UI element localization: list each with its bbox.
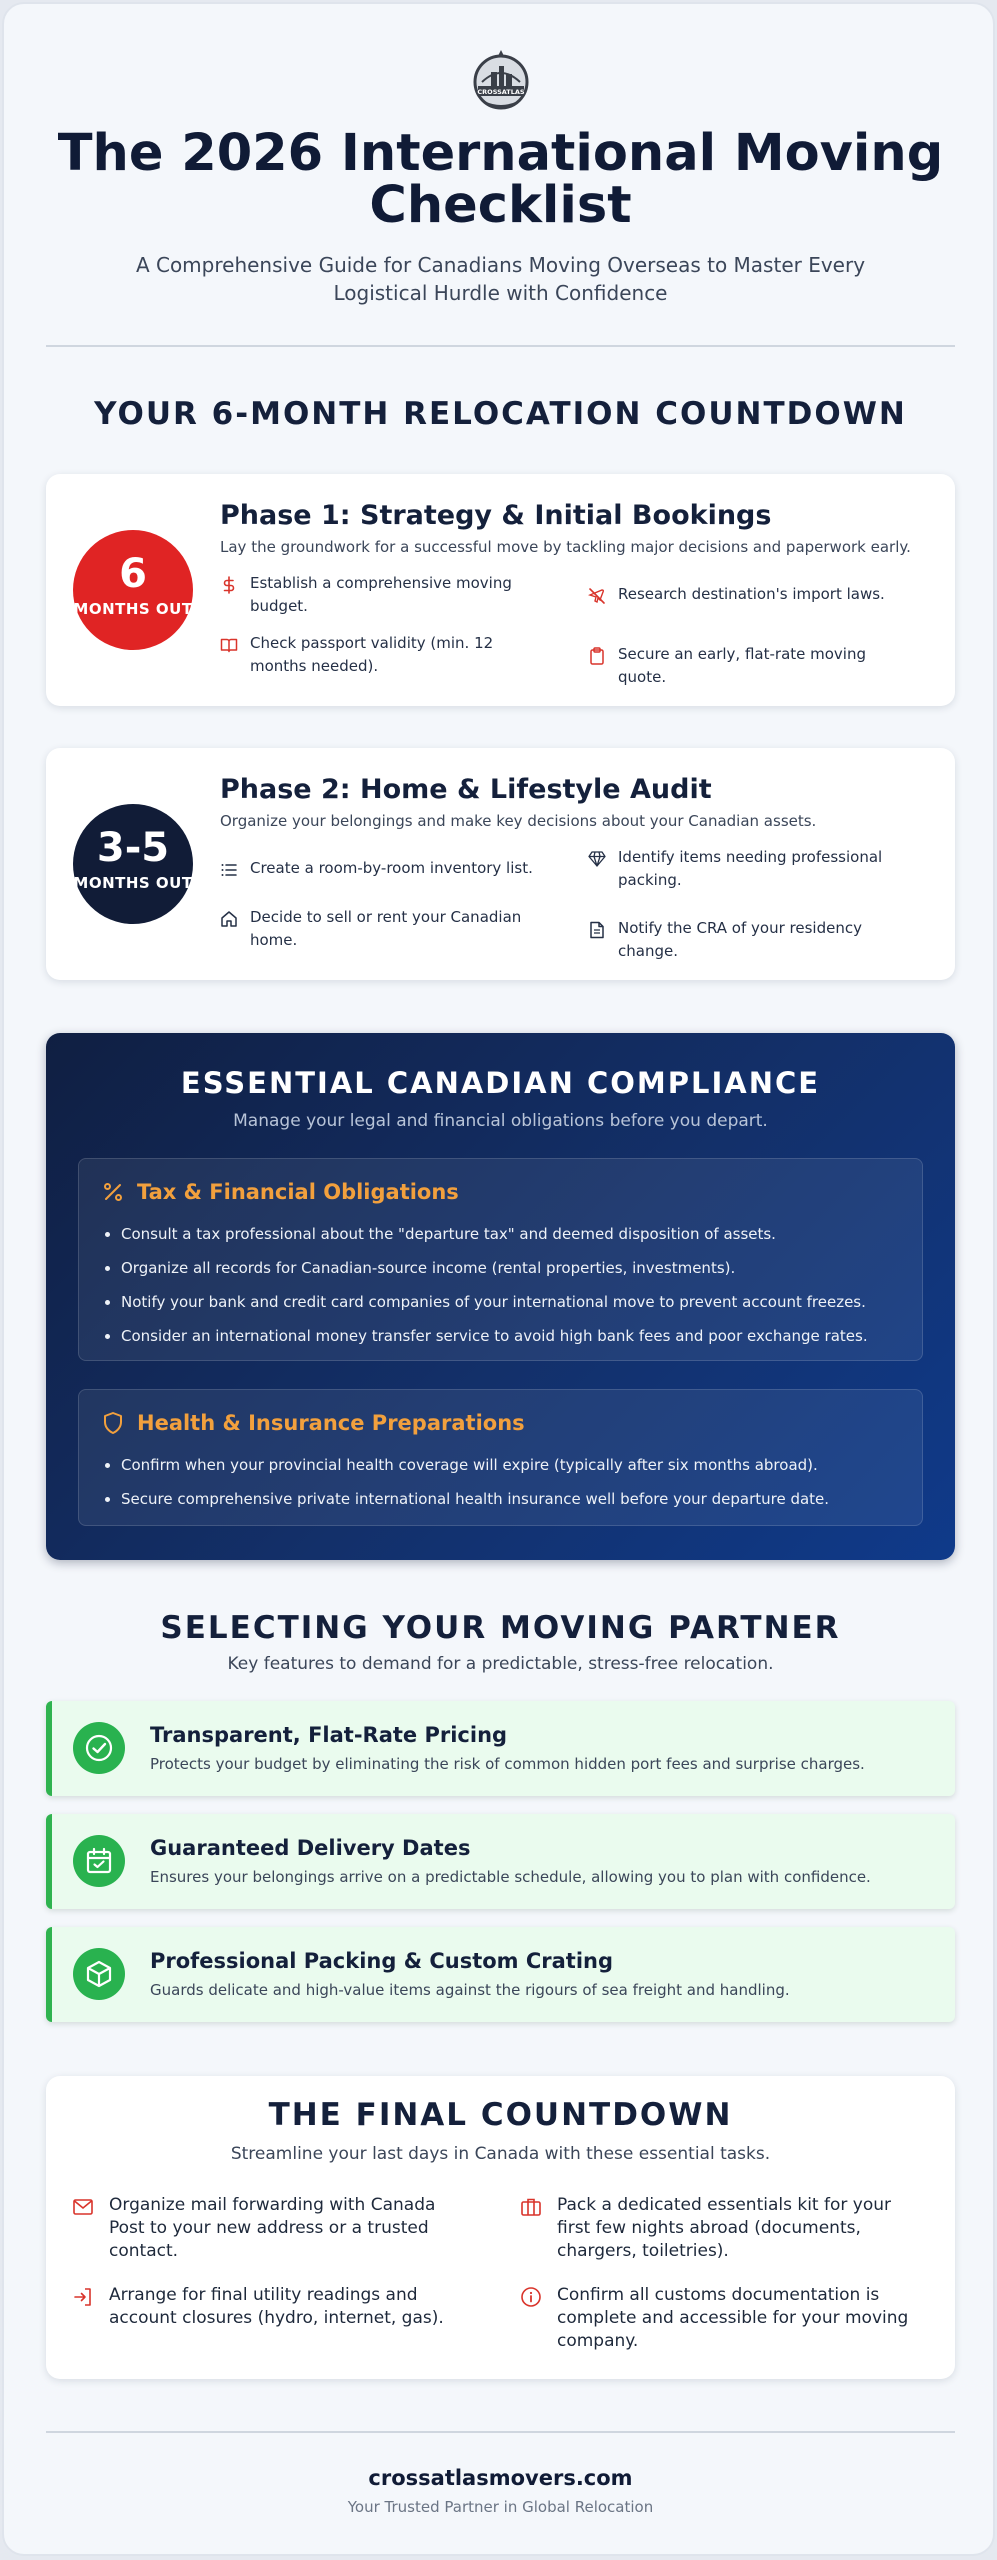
feature-title: Transparent, Flat-Rate Pricing xyxy=(150,1723,508,1747)
task-text: Decide to sell or rent your Canadian home. xyxy=(250,908,522,949)
page-title: The 2026 International Moving Checklist xyxy=(57,124,944,235)
feature-description: Guards delicate and high-value items against the rigours of sea freight and handling. xyxy=(150,1981,790,1999)
book-icon xyxy=(220,636,238,654)
badge-number: 6 xyxy=(119,551,147,597)
task-item xyxy=(220,857,550,880)
compliance-panel xyxy=(46,1033,955,1560)
home-icon xyxy=(220,910,238,928)
feature-title: Guaranteed Delivery Dates xyxy=(150,1836,471,1860)
list-item: • Consult a tax professional about the "departure tax" and deemed disposition of assets. xyxy=(121,1217,911,1251)
percent-icon xyxy=(101,1180,125,1204)
list-item: • Secure comprehensive private international health insurance well before your departure date. xyxy=(121,1482,911,1516)
task-item xyxy=(588,846,918,892)
final-subheading: Streamline your last days in Canada with these essential tasks. xyxy=(230,2144,771,2164)
health-box xyxy=(78,1389,923,1526)
logo-text: CROSSATLAS xyxy=(477,88,525,96)
feature-badge xyxy=(73,1835,125,1887)
final-task-text: Organize mail forwarding with Canada Post to your new address or a trusted contact. xyxy=(109,2195,436,2261)
shield-icon xyxy=(101,1411,125,1435)
final-heading: THE FINAL COUNTDOWN xyxy=(268,2097,733,2133)
final-task xyxy=(520,2194,910,2263)
briefcase-icon xyxy=(520,2196,542,2218)
list-item: • Consider an international money transfer service to avoid high bank fees and poor exchange rates. xyxy=(121,1319,911,1353)
tax-title: Tax & Financial Obligations xyxy=(137,1180,459,1204)
task-item xyxy=(220,906,550,952)
phase-description: Lay the groundwork for a successful move by tackling major decisions and paperwork early. xyxy=(220,538,911,556)
partner-heading: SELECTING YOUR MOVING PARTNER xyxy=(160,1610,841,1646)
badge-label: MONTHS OUT xyxy=(73,600,193,618)
partner-feature xyxy=(46,1927,955,2022)
phase-title: Phase 2: Home & Lifestyle Audit xyxy=(220,774,712,805)
final-countdown-card xyxy=(46,2076,955,2379)
partner-feature xyxy=(46,1701,955,1796)
feature-badge xyxy=(73,1948,125,2000)
task-text: Identify items needing professional packing. xyxy=(618,848,883,889)
phase-card-2 xyxy=(46,748,955,980)
countdown-heading: YOUR 6-MONTH RELOCATION COUNTDOWN xyxy=(94,396,907,432)
task-item xyxy=(220,632,550,678)
task-item xyxy=(588,583,918,606)
badge-label: MONTHS OUT xyxy=(73,874,193,892)
partner-feature xyxy=(46,1814,955,1909)
calendar-check-icon xyxy=(85,1847,113,1875)
mail-icon xyxy=(72,2196,94,2218)
tax-box xyxy=(78,1158,923,1361)
final-task xyxy=(72,2284,462,2330)
gem-icon xyxy=(588,850,606,868)
list-item: • Organize all records for Canadian-source income (rental properties, investments). xyxy=(121,1251,911,1285)
feature-title: Professional Packing & Custom Crating xyxy=(150,1949,614,1973)
list-item: • Confirm when your provincial health coverage will expire (typically after six months abroad). xyxy=(121,1448,911,1482)
task-item xyxy=(588,643,918,689)
feature-badge xyxy=(73,1722,125,1774)
company-logo xyxy=(470,46,532,114)
final-task-text: Confirm all customs documentation is complete and accessible for your moving company. xyxy=(557,2285,909,2351)
plane-slash-icon xyxy=(588,587,606,605)
list-icon xyxy=(220,861,238,879)
infographic-page xyxy=(2,2,995,2556)
check-circle-icon xyxy=(85,1734,113,1762)
final-task xyxy=(520,2284,910,2353)
feature-description: Protects your budget by eliminating the risk of common hidden port fees and surprise charges. xyxy=(150,1755,865,1773)
list-item: • Notify your bank and credit card companies of your international move to prevent account freezes. xyxy=(121,1285,911,1319)
final-task xyxy=(72,2194,462,2263)
task-item xyxy=(220,572,550,618)
health-list xyxy=(121,1448,911,1516)
page-subtitle: A Comprehensive Guide for Canadians Moving Overseas to Master Every Logistical Hurdle with Confidence xyxy=(135,253,866,305)
task-item xyxy=(588,917,918,963)
footer-tagline: Your Trusted Partner in Global Relocation xyxy=(347,2498,654,2516)
final-task-text: Pack a dedicated essentials kit for your first few nights abroad (documents, chargers, toiletries). xyxy=(557,2195,892,2261)
compliance-heading: ESSENTIAL CANADIAN COMPLIANCE xyxy=(180,1066,821,1100)
info-circle-icon xyxy=(520,2286,542,2308)
task-text: Establish a comprehensive moving budget. xyxy=(250,574,512,615)
phase-card-1 xyxy=(46,474,955,706)
phase-title: Phase 1: Strategy & Initial Bookings xyxy=(220,500,772,531)
tax-list xyxy=(121,1217,911,1353)
compliance-subheading: Manage your legal and financial obligations before you depart. xyxy=(233,1111,768,1131)
box-icon xyxy=(85,1960,113,1988)
task-text: Research destination's import laws. xyxy=(618,585,885,603)
task-text: Create a room-by-room inventory list. xyxy=(250,859,533,877)
task-text: Secure an early, flat-rate moving quote. xyxy=(618,645,867,686)
partner-subheading: Key features to demand for a predictable, stress-free relocation. xyxy=(227,1654,774,1674)
divider xyxy=(46,2431,955,2433)
task-text: Notify the CRA of your residency change. xyxy=(618,919,862,960)
sign-in-icon xyxy=(72,2286,94,2308)
final-task-text: Arrange for final utility readings and account closures (hydro, internet, gas). xyxy=(109,2285,444,2328)
document-icon xyxy=(588,921,606,939)
footer-website[interactable]: crossatlasmovers.com xyxy=(368,2466,633,2490)
phase-description: Organize your belongings and make key decisions about your Canadian assets. xyxy=(220,812,817,830)
phase-badge xyxy=(73,530,193,650)
task-text: Check passport validity (min. 12 months needed). xyxy=(250,634,494,675)
badge-number: 3-5 xyxy=(96,825,170,871)
phase-badge xyxy=(73,804,193,924)
health-title: Health & Insurance Preparations xyxy=(137,1411,525,1435)
feature-description: Ensures your belongings arrive on a predictable schedule, allowing you to plan with confidence. xyxy=(150,1868,871,1886)
divider xyxy=(46,345,955,347)
clipboard-icon xyxy=(588,647,606,665)
dollar-icon xyxy=(220,576,238,594)
